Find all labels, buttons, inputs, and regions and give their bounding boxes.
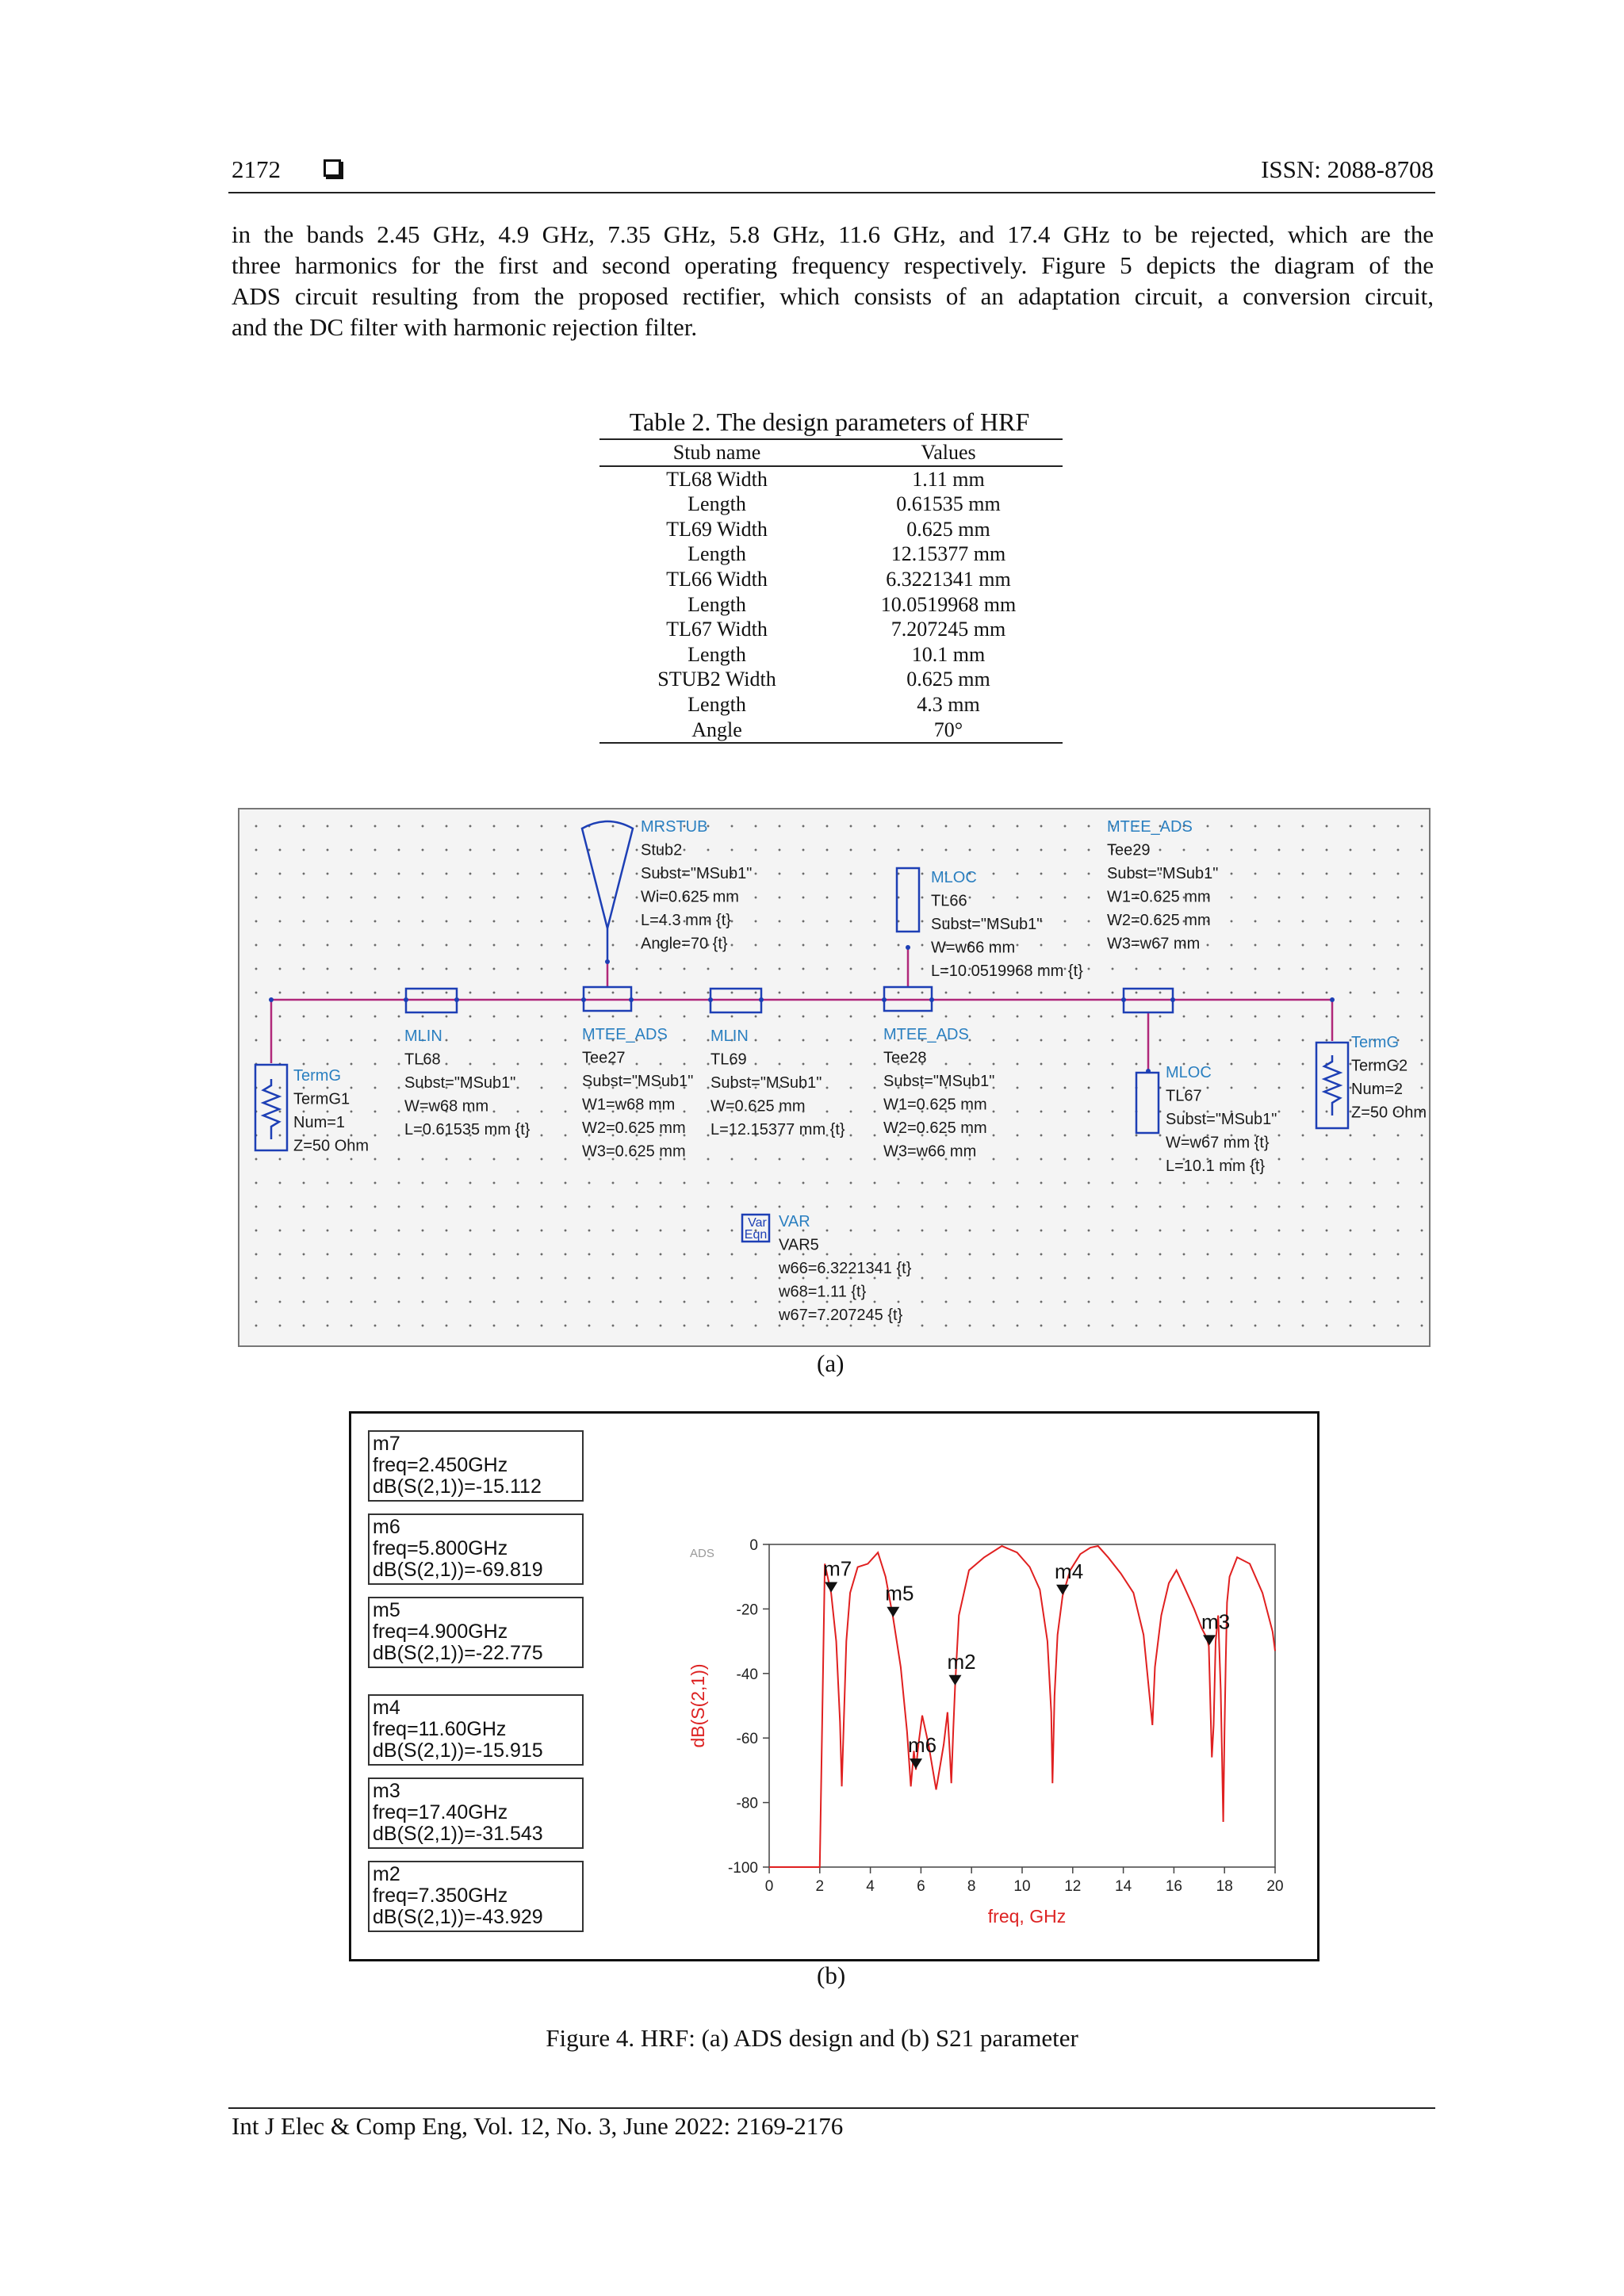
marker-readout-line: dB(S(2,1))=-15.915 [373,1739,543,1762]
mlin-tl68-label: L=0.61535 mm {t} [404,1121,530,1138]
mlin-tl68-label: TL68 [404,1050,441,1069]
mloc-tl67-label: TL67 [1166,1087,1202,1105]
mloc-tl66-label: TL66 [931,892,967,910]
mlin-tl69-label: W=0.625 mm [710,1097,806,1115]
x-tick-label: 18 [1216,1878,1233,1895]
marker-readout-line: m4 [373,1697,400,1719]
mloc-tl67-label: Subst="MSub1" [1166,1111,1277,1128]
table-row [599,541,1063,567]
value-cell: 0.61535 mm [896,492,1001,516]
mloc-tl67-label: L=10.1 mm {t} [1166,1158,1266,1175]
table-caption: Table 2. The design parameters of HRF [629,408,1030,436]
stub-name-cell: Length [688,492,746,516]
mtee-tee28-label: W3=w66 mm [883,1142,977,1161]
stub-name-cell: Length [688,542,746,566]
subfigure-label-b: (b) [817,1961,846,1989]
marker-triangle [825,1582,837,1593]
paragraph-line: ADS circuit resulting from the proposed rectifier, which consists of an adaptation circuit, a conversion circuit, [232,282,1434,310]
stub-name-cell: Angle [599,718,834,744]
table-row [599,617,1063,642]
var-icon-label: Eqn [744,1228,768,1242]
mrstub-label: Subst="MSub1" [641,865,753,882]
termg2-label: TermG [1351,1034,1399,1051]
x-tick-label: 12 [1064,1878,1082,1895]
marker-readout-line: m2 [373,1863,400,1885]
table-header: Values [834,440,1063,466]
marker-label: m6 [908,1733,937,1758]
page-number: 2172 [232,155,281,183]
mtee-tee27-label: MTEE_ADS [582,1026,668,1043]
marker-label: m2 [947,1649,976,1674]
marker-triangle [1056,1585,1069,1595]
mloc-tl67-label: MLOC [1166,1064,1212,1081]
table-row [599,517,1063,542]
x-tick-label: 10 [1013,1878,1031,1895]
mloc-tl66-label: Subst="MSub1" [931,916,1043,933]
termg2-label: Num=2 [1351,1081,1404,1098]
figure-caption: Figure 4. HRF: (a) ADS design and (b) S21 parameter [546,2024,1078,2052]
marker-label: m5 [885,1581,914,1605]
paragraph-line: three harmonics for the first and second operating frequency respectively. Figure 5 depicts the diagram of the [232,251,1434,279]
marker-label: m7 [823,1556,852,1581]
mtee-tee28-label: Subst="MSub1" [883,1073,995,1090]
value-cell: 7.207245 mm [891,618,1006,641]
marker-readout-line: freq=5.800GHz [373,1537,508,1559]
termg1-label: TermG [293,1067,341,1085]
mrstub-label: L=4.3 mm {t} [641,912,731,929]
marker-readout-line: freq=11.60GHz [373,1718,507,1740]
mrstub-label: Angle=70 {t} [641,935,728,953]
y-axis-label: dB(S(2,1)) [688,1663,708,1748]
marker-readout-line: dB(S(2,1))=-69.819 [373,1559,543,1581]
marker-readout-line: m5 [373,1599,400,1621]
y-tick-label: -80 [736,1795,758,1812]
marker-readout-line: dB(S(2,1))=-15.112 [373,1475,542,1498]
mtee-tee29-label: W1=0.625 mm [1107,888,1211,906]
x-tick-label: 6 [917,1878,925,1895]
var-block-label: VAR [779,1213,810,1230]
body-paragraph [232,219,1434,342]
table-row [599,718,1063,744]
value-cell: 0.625 mm [906,668,990,691]
y-tick-label: 0 [749,1537,758,1554]
value-cell: 12.15377 mm [891,542,1006,566]
y-tick-label: -40 [736,1666,758,1683]
value-cell: 1.11 mm [912,467,985,491]
table-row [599,567,1063,592]
s21-plot-panel [349,1411,1320,1961]
mtee-tee29-label: W2=0.625 mm [1107,912,1211,929]
termg2-label: TermG2 [1351,1057,1408,1075]
termg2-label: Z=50 Ohm [1351,1104,1427,1122]
marker-triangle [887,1607,899,1617]
marker-triangle [948,1675,961,1686]
issn: ISSN: 2088-8708 [1261,155,1434,183]
mtee-tee29-label: MTEE_ADS [1107,818,1193,836]
marker-readout-line: m7 [373,1433,400,1455]
footer-rule [228,2107,1435,2109]
termg1-label: TermG1 [293,1090,350,1108]
table-header: Stub name [599,440,834,466]
termg1-label: Num=1 [293,1114,346,1131]
table-row [599,492,1063,517]
mtee-tee28-label: W1=0.625 mm [883,1096,987,1114]
mtee-tee27-label: Subst="MSub1" [582,1073,694,1090]
x-tick-label: 16 [1165,1878,1182,1895]
mlin-tl68-label: Subst="MSub1" [404,1074,516,1092]
value-cell: 10.1 mm [911,642,986,666]
value-cell: 70° [834,718,1063,744]
var-block-label: VAR5 [779,1236,819,1254]
paragraph-line: in the bands 2.45 GHz, 4.9 GHz, 7.35 GHz, 5.8 GHz, 11.6 GHz, and 17.4 GHz to be rejected, which are the [232,220,1434,248]
mtee-tee29-label: W3=w67 mm [1107,935,1201,953]
mrstub-label: Wi=0.625 mm [641,888,739,906]
x-tick-label: 2 [815,1878,825,1895]
stub-name-cell: TL68 Width [666,467,768,491]
s21-plot-svg [351,1414,1317,1959]
x-tick-label: 4 [866,1878,875,1895]
marker-triangle [910,1758,922,1769]
marker-readout-line: dB(S(2,1))=-22.775 [373,1642,543,1664]
table-row [599,667,1063,692]
mtee-tee27-label: W3=0.625 mm [582,1142,686,1161]
checkbox-bullet-icon [324,159,341,177]
stub-name-cell: Length [688,592,746,616]
mloc-tl66-label: L=10.0519968 mm {t} [931,962,1083,980]
x-tick-label: 14 [1115,1878,1132,1895]
ads-schematic [238,808,1431,1347]
stub-name-cell: Length [688,692,746,716]
y-tick-label: -20 [736,1601,758,1619]
x-tick-label: 8 [967,1878,976,1895]
x-tick-label: 20 [1266,1878,1284,1895]
var-block-label: w68=1.11 {t} [779,1283,867,1301]
value-cell: 4.3 mm [917,692,980,716]
y-tick-label: -100 [727,1860,758,1877]
y-tick-label: -60 [736,1731,758,1748]
table-row [599,592,1063,618]
table-row [599,692,1063,718]
paragraph-line: and the DC filter with harmonic rejection filter. [232,313,698,341]
marker-readout-line: freq=7.350GHz [373,1885,508,1907]
stub-name-cell: TL69 Width [666,517,768,541]
var-block-label: w67=7.207245 {t} [779,1307,903,1324]
value-cell: 6.3221341 mm [886,567,1011,591]
ads-watermark: ADS [690,1547,714,1560]
header-rule [228,192,1435,193]
mtee-tee29-label: Tee29 [1107,841,1151,859]
marker-readout-line: freq=4.900GHz [373,1621,508,1643]
marker-label: m4 [1055,1559,1084,1583]
mloc-tl67-label: W=w67 mm {t} [1166,1134,1270,1152]
mtee-tee28-label: W2=0.625 mm [883,1119,987,1137]
mlin-tl68-label: MLIN [404,1027,442,1045]
marker-readout-line: dB(S(2,1))=-31.543 [373,1823,543,1845]
marker-triangle [1203,1635,1216,1645]
x-tick-label: 0 [764,1878,774,1895]
marker-label: m3 [1201,1609,1231,1634]
subfigure-label-a: (a) [817,1349,845,1377]
marker-readout-line: m6 [373,1516,400,1538]
mtee-tee28-label: Tee28 [883,1049,927,1067]
stub-name-cell: Length [688,642,746,666]
mtee-tee27-label: W1=w68 mm [582,1096,676,1114]
mloc-tl66-label: MLOC [931,869,977,886]
mtee-tee28-label: MTEE_ADS [883,1026,969,1043]
mlin-tl69-label: Subst="MSub1" [710,1074,822,1092]
table-row [599,642,1063,668]
var-block-label: w66=6.3221341 {t} [779,1260,912,1277]
table-row [599,466,1063,492]
marker-readout-line: freq=17.40GHz [373,1801,508,1823]
stub-name-cell: STUB2 Width [657,668,776,691]
parameters-table [599,440,1063,744]
value-cell: 0.625 mm [906,517,990,541]
stub-name-cell: TL67 Width [666,618,768,641]
mlin-tl69-label: TL69 [710,1050,747,1069]
mrstub-label: Stub2 [641,841,683,859]
footer-citation: Int J Elec & Comp Eng, Vol. 12, No. 3, June 2022: 2169-2176 [232,2112,844,2140]
termg1-label: Z=50 Ohm [293,1137,370,1155]
mtee-tee27-label: Tee27 [582,1049,626,1067]
value-cell: 10.0519968 mm [880,592,1017,616]
mlin-tl69-label: L=12.15377 mm {t} [710,1121,845,1138]
mloc-tl66-label: W=w66 mm [931,939,1016,957]
schematic-drawing [239,809,1429,1345]
marker-readout-line: freq=2.450GHz [373,1454,508,1476]
mtee-tee29-label: Subst="MSub1" [1107,865,1219,882]
x-axis-label: freq, GHz [987,1906,1067,1927]
marker-readout-line: m3 [373,1780,400,1802]
var-icon-label: Var [748,1216,767,1230]
marker-readout-line: dB(S(2,1))=-43.929 [373,1906,543,1928]
stub-name-cell: TL66 Width [666,567,768,591]
s21-line [769,1546,1275,1867]
mlin-tl68-label: W=w68 mm [404,1097,489,1115]
mlin-tl69-label: MLIN [710,1027,749,1045]
mtee-tee27-label: W2=0.625 mm [582,1119,686,1137]
mrstub-label: MRSTUB [641,818,708,836]
